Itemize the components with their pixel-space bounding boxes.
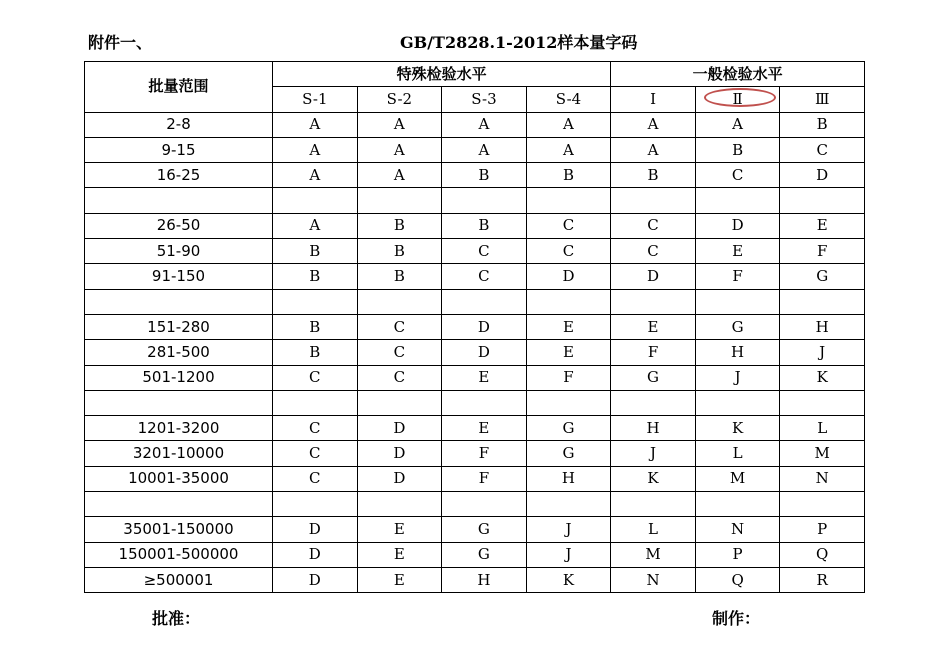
table-row [85,416,865,441]
document-title: GB/T2828.1-2012样本量字码 [400,33,638,52]
code-cell: A [273,112,358,137]
code-cell: F [695,264,780,289]
level-header-ii-label: Ⅱ [732,89,743,108]
range-cell [85,289,273,314]
table-row [85,517,865,542]
range-cell: 26-50 [85,213,273,238]
code-cell: C [695,163,780,188]
code-cell: A [695,112,780,137]
code-cell: A [273,137,358,162]
code-cell [611,188,696,213]
code-cell: J [526,542,611,567]
sample-size-code-table [84,61,865,593]
code-cell: G [611,365,696,390]
code-cell: F [611,340,696,365]
code-cell: N [780,466,865,491]
code-cell: B [780,112,865,137]
code-cell: E [526,340,611,365]
code-cell [780,492,865,517]
code-cell [780,289,865,314]
code-cell: C [273,441,358,466]
code-cell: H [526,466,611,491]
range-cell: 3201-10000 [85,441,273,466]
code-cell: A [357,163,442,188]
code-cell: B [273,264,358,289]
group-header-row [85,62,865,87]
range-cell: 10001-35000 [85,466,273,491]
code-cell: C [357,314,442,339]
code-cell [442,492,527,517]
code-cell: H [695,340,780,365]
range-cell [85,188,273,213]
table-row [85,137,865,162]
approve-label: 批准： [152,609,201,628]
code-cell [611,289,696,314]
code-cell: H [780,314,865,339]
code-cell: P [695,542,780,567]
code-cell: A [442,137,527,162]
code-cell [695,492,780,517]
code-cell: D [273,542,358,567]
range-cell [85,492,273,517]
range-cell: ≥500001 [85,567,273,592]
code-cell: C [357,340,442,365]
code-cell: A [611,137,696,162]
range-cell [85,390,273,415]
code-cell [526,492,611,517]
table-row [85,365,865,390]
code-cell: N [611,567,696,592]
code-cell: D [357,416,442,441]
code-cell: M [695,466,780,491]
code-cell: B [357,239,442,264]
code-cell: G [780,264,865,289]
code-cell: A [526,112,611,137]
code-cell: A [611,112,696,137]
code-cell: M [611,542,696,567]
range-header: 批量范围 [85,62,273,113]
level-header-i: Ⅰ [611,87,696,112]
code-cell: D [357,466,442,491]
code-cell: E [611,314,696,339]
level-header-iii: Ⅲ [780,87,865,112]
code-cell: C [442,264,527,289]
code-cell: A [442,112,527,137]
code-cell [273,289,358,314]
code-cell [526,390,611,415]
table-row [85,567,865,592]
code-cell: D [442,314,527,339]
code-cell: E [442,365,527,390]
code-cell: M [780,441,865,466]
code-cell [442,188,527,213]
code-cell: E [357,517,442,542]
code-cell: G [526,416,611,441]
code-cell: D [780,163,865,188]
code-cell: F [442,466,527,491]
made-by-label: 制作： [712,609,761,628]
code-cell: G [442,542,527,567]
level-header-ii [695,87,780,112]
code-cell: C [526,239,611,264]
code-cell: D [526,264,611,289]
code-cell [780,188,865,213]
code-cell: C [273,365,358,390]
code-cell: L [611,517,696,542]
code-cell: J [611,441,696,466]
code-cell: H [442,567,527,592]
code-cell: C [611,213,696,238]
code-cell: B [611,163,696,188]
code-cell: B [442,163,527,188]
code-cell: J [780,340,865,365]
code-cell [273,188,358,213]
table-row [85,112,865,137]
code-cell: A [273,163,358,188]
table-row [85,542,865,567]
general-level-header: 一般检验水平 [611,62,865,87]
code-cell: C [273,466,358,491]
code-cell [611,492,696,517]
range-cell: 51-90 [85,239,273,264]
code-cell [357,289,442,314]
code-cell [357,390,442,415]
code-cell: D [273,517,358,542]
code-cell: F [780,239,865,264]
code-cell: C [611,239,696,264]
code-cell: C [526,213,611,238]
code-cell: A [357,137,442,162]
level-header-s3: S-3 [442,87,527,112]
code-cell: F [442,441,527,466]
code-cell: E [780,213,865,238]
code-cell: K [695,416,780,441]
code-cell: D [273,567,358,592]
code-cell: B [526,163,611,188]
table-row [85,188,865,213]
code-cell [273,492,358,517]
code-cell [273,390,358,415]
range-cell: 35001-150000 [85,517,273,542]
special-level-header: 特殊检验水平 [273,62,611,87]
code-cell: B [273,239,358,264]
code-cell: Q [695,567,780,592]
code-cell: L [695,441,780,466]
range-cell: 1201-3200 [85,416,273,441]
highlight-ellipse [704,88,776,107]
code-cell: D [442,340,527,365]
code-cell: D [695,213,780,238]
code-cell: A [273,213,358,238]
code-cell: L [780,416,865,441]
code-cell: G [526,441,611,466]
table-row [85,314,865,339]
level-header-s1: S-1 [273,87,358,112]
code-cell: B [357,213,442,238]
table-row [85,340,865,365]
range-cell: 2-8 [85,112,273,137]
code-cell: C [780,137,865,162]
code-cell: B [273,314,358,339]
code-cell: J [526,517,611,542]
code-cell [780,390,865,415]
table-row [85,441,865,466]
code-cell: A [357,112,442,137]
range-cell: 151-280 [85,314,273,339]
code-cell: E [357,567,442,592]
code-cell: F [526,365,611,390]
table-row [85,239,865,264]
code-cell: H [611,416,696,441]
code-cell: E [357,542,442,567]
code-cell: P [780,517,865,542]
range-cell: 91-150 [85,264,273,289]
code-cell: K [611,466,696,491]
table-row [85,264,865,289]
table-row [85,492,865,517]
code-cell: G [695,314,780,339]
code-cell [442,390,527,415]
code-cell [526,289,611,314]
code-cell [357,188,442,213]
code-cell [695,390,780,415]
code-cell: A [526,137,611,162]
range-cell: 281-500 [85,340,273,365]
code-cell: C [442,239,527,264]
code-cell: D [357,441,442,466]
range-cell: 501-1200 [85,365,273,390]
code-cell: B [695,137,780,162]
code-cell: E [695,239,780,264]
code-cell: N [695,517,780,542]
code-cell: J [695,365,780,390]
code-cell: D [611,264,696,289]
code-cell: B [442,213,527,238]
code-cell [695,289,780,314]
code-cell: C [273,416,358,441]
code-cell: C [357,365,442,390]
level-header-s4: S-4 [526,87,611,112]
code-cell: K [780,365,865,390]
code-cell [695,188,780,213]
code-cell: G [442,517,527,542]
table-row [85,289,865,314]
code-cell: B [357,264,442,289]
code-cell: E [526,314,611,339]
range-cell: 16-25 [85,163,273,188]
range-cell: 150001-500000 [85,542,273,567]
attachment-label: 附件一、 [88,33,153,52]
table-row [85,466,865,491]
table-row [85,163,865,188]
range-cell: 9-15 [85,137,273,162]
code-cell: E [442,416,527,441]
table-row [85,390,865,415]
table-row [85,213,865,238]
code-cell: K [526,567,611,592]
code-cell: Q [780,542,865,567]
code-cell [442,289,527,314]
code-cell [611,390,696,415]
code-cell [526,188,611,213]
code-cell: R [780,567,865,592]
code-cell [357,492,442,517]
code-cell: B [273,340,358,365]
table-body [85,112,865,593]
level-header-s2: S-2 [357,87,442,112]
